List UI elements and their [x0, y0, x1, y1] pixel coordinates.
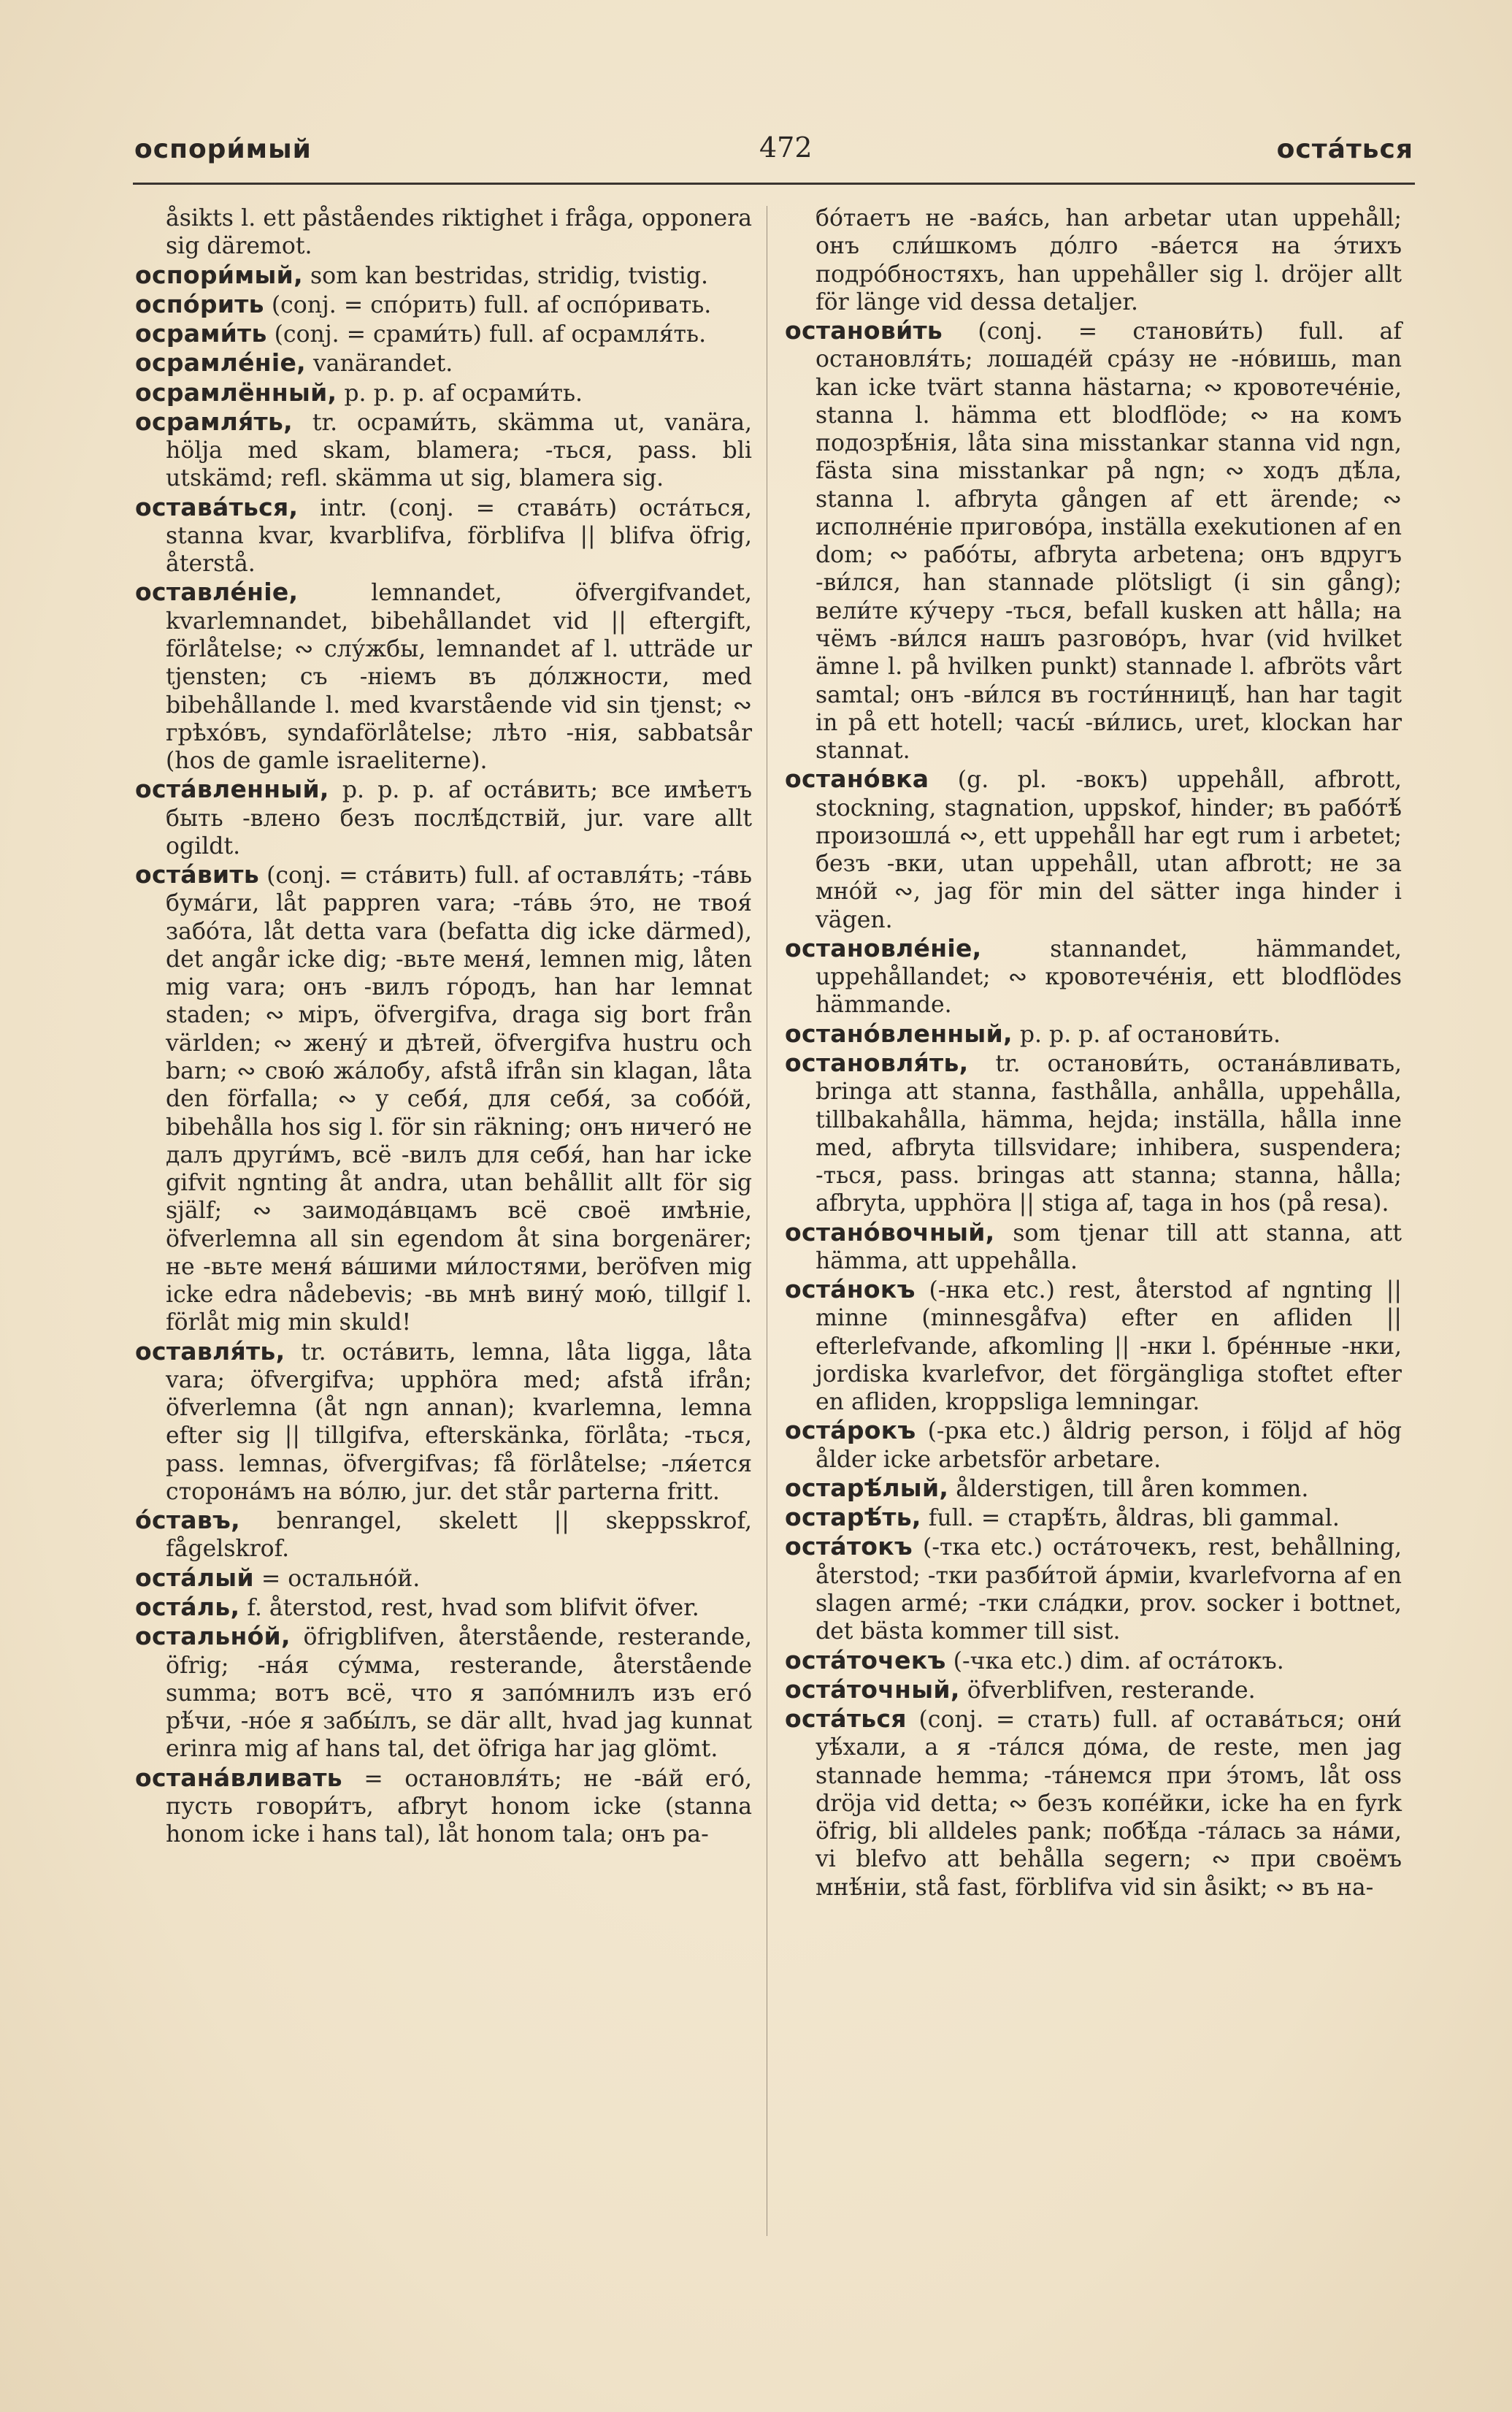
dictionary-entry: [785, 1416, 1402, 1474]
entry-definition: (-рка etc.) åldrig person, i följd af hög ålder icke arbetsför arbetare.: [816, 1418, 1402, 1473]
dictionary-entry: [135, 348, 752, 378]
dictionary-entry: [135, 1563, 752, 1593]
dictionary-entry: [135, 775, 752, 860]
dictionary-entry: [785, 1675, 1402, 1704]
entry-headword: оста́вить: [135, 860, 260, 889]
entry-headword: осрамля́ть,: [135, 407, 293, 436]
entry-definition: (-нка etc.) rest, återstod af ngnting || minne (minnesgåfva) efter en afliden || efterlefvande, afkomling || -нки l. бре́нные -нки, jordiska kvarlefvor, det förgängliga stoftet efter en afliden, kroppsliga lemningar.: [816, 1277, 1402, 1416]
entry-definition: (conj. = стать) full. af остава́ться; они́ уѣ́хали, а я -та́лся до́ма, de reste, men jag stannade hemma; -та́немся при э́томъ, låt oss dröja vid detta; ∾ безъ копе́йки, icke ha en fyrk öfrig, bli alldeles pank; побѣ́да -та́лась за на́ми, vi blefvo att behålla segern; ∾ при своёмъ мнѣ́ніи, stå fast, förblifva vid sin åsikt; ∾ въ на-: [816, 1707, 1402, 1901]
dictionary-entry: [785, 1019, 1402, 1049]
entry-headword: оставле́ніе,: [135, 578, 299, 607]
entry-definition: tr. осрами́ть, skämma ut, vanära, hölja med skam, blamera; -ться, pass. bli utskämd; refl. skämma ut sig, blamera sig.: [166, 409, 752, 492]
entry-definition: stannandet, hämmandet, uppehållandet; ∾ кровотече́нія, ett blodflödes hämmande.: [816, 935, 1402, 1019]
entry-headword: осрамлённый,: [135, 378, 337, 407]
entry-headword: о́ставъ,: [135, 1506, 240, 1535]
entry-definition: (conj. = ста́вить) full. af оставля́ть; -та́вь бума́ги, låt pappren vara; -та́вь э́то, не твоя́ забо́та, låt detta vara (befatta dig icke därmed), det angår icke dig; -вьте меня́, lemnen mig, låten mig vara; онъ -вилъ го́родъ, han har lemnat staden; ∾ міръ, öfvergifva, draga sig bort från världen; ∾ жену́ и дѣтей, öfvergifva hustru och barn; ∾ свою́ жа́лобу, afstå ifrån sin klagan, låta den förfalla; ∾ у себя́, для себя́, за собо́й, bibehålla hos sig l. för sin räkning; онъ ничего́ не далъ други́мъ, всё -вилъ для себя́, han har icke gifvit ngnting åt andra, utan behållit allt för sig själf; ∾ заимода́вцамъ всё своё имѣніе, öfverlemna all sin egendom åt sina borgenärer; не -вьте меня́ ва́шими ми́лостями, beröfven mig icke edra nådebevis; -вь мнѣ вину́ мою́, tillgif l. förlåt mig min skuld!: [166, 862, 752, 1336]
entry-headword: остава́ться,: [135, 492, 299, 521]
dictionary-entry: [135, 204, 752, 261]
dictionary-entry: [785, 1704, 1402, 1902]
entry-headword: оста́точный,: [785, 1674, 960, 1704]
entry-headword: останови́ть: [785, 316, 943, 345]
dictionary-entry: [135, 1622, 752, 1763]
dictionary-entry: [135, 378, 752, 407]
page-header: [131, 131, 1413, 175]
entry-headword: остально́й,: [135, 1622, 291, 1651]
entry-headword: оста́рокъ: [785, 1416, 916, 1445]
entry-definition: full. = старѣ́ть, åldras, bli gammal.: [921, 1505, 1340, 1532]
dictionary-entry: [135, 290, 752, 319]
entry-definition: vanärandet.: [305, 351, 453, 378]
entry-definition: intr. (conj. = става́ть) оста́ться, stanna kvar, kvarblifva, förblifva || blifva öfrig, återstå.: [166, 494, 752, 578]
entry-headword: оста́ться: [785, 1704, 907, 1734]
entry-headword: оста́вленный,: [135, 775, 329, 804]
entry-definition: benrangel, skelett || skeppsskrof, fågelskrof.: [166, 1508, 752, 1563]
dictionary-entry: [135, 578, 752, 775]
entry-definition: ålderstigen, till åren kommen.: [948, 1475, 1309, 1502]
entry-headword: остарѣ́лый,: [785, 1473, 949, 1502]
dictionary-entry: [135, 1764, 752, 1849]
entry-definition: tr. оста́вить, lemna, låta ligga, låta vara; öfvergifva; upphöra med; afstå ifrån; öfverlemna (åt ngn annan); kvarlemna, lemna efter sig || tillgifva, efterskänka, förlåta; -ться, pass. lemnas, öfvergifvas; få förlåtelse; -ля́ется сторона́мъ на во́лю, jur. det står parterna fritt.: [166, 1339, 752, 1505]
entry-headword: оста́лый: [135, 1563, 254, 1592]
entry-definition: бо́таетъ не -вая́сь, han arbetar utan uppehåll; онъ сли́шкомъ до́лго -ва́ется на э́тихъ подро́бностяхъ, han uppehåller sig l. dröjer allt för länge vid dessa detaljer.: [816, 205, 1402, 315]
entry-definition: tr. останови́ть, остана́вливать, bringa att stanna, fasthålla, anhålla, uppehålla, tillbakahålla, hämma, hejda; inställa, hålla inne med, afbryta tillsvidare; inhibera, suspendera; -ться, pass. bringas att stanna; stanna, hålla; afbryta, upphöra || stiga af, taga in hos (på resa).: [816, 1050, 1402, 1217]
dictionary-entry: [135, 1593, 752, 1622]
entry-headword: оста́точекъ: [785, 1645, 946, 1674]
page-number: 472: [759, 131, 813, 164]
dictionary-entry: [785, 1503, 1402, 1532]
entry-definition: (g. pl. -вокъ) uppehåll, afbrott, stockning, stagnation, uppskof, hinder; въ рабо́тѣ́ произошла́ ∾, ett uppehåll har egt rum i arbetet; безъ -вки, utan uppehåll, utan afbrott; не за мно́й ∾, jag för min del sätter inga hinder i vägen.: [816, 767, 1402, 933]
entry-headword: оста́токъ: [785, 1532, 913, 1561]
entry-headword: осрамле́ніе,: [135, 348, 306, 378]
entry-definition: (-чка etc.) dim. af оста́токъ.: [945, 1647, 1284, 1674]
entry-definition: som kan bestridas, stridig, tvistig.: [302, 262, 709, 289]
entry-definition: p. p. p. af осрами́ть.: [337, 380, 583, 407]
entry-headword: оспо́рить: [135, 289, 264, 318]
entry-headword: остано́вленный,: [785, 1019, 1013, 1048]
entry-definition: (-тка etc.) оста́точекъ, rest, behållning, återstod; -тки разби́той а́рміи, kvarlefvorna af en slagen armé; -тки сла́дки, prov. socker i bottnet, det bästa kommer till sist.: [816, 1534, 1402, 1645]
dictionary-entry: [785, 765, 1402, 934]
entry-definition: (conj. = станови́ть) full. af остановля́ть; лошаде́й сра́зу не -но́вишь, man kan icke tvärt stanna hästarna; ∾ кровотече́ніе, stanna l. hämma ett blodflöde; ∾ на комъ подозрѣ́нія, låta sina misstankar stanna vid ngn, fästa sina misstankar på ngn; ∾ ходъ дѣ́ла, stanna l. afbryta gången af ett ärende; ∾ исполне́ніе пригово́ра, inställa exekutionen af en dom; ∾ рабо́ты, afbryta arbetena; онъ вдругъ -ви́лся, han stannade plötsligt (i sin gång); вели́те ку́черу -ться, befall kusken att hålla; на чёмъ -ви́лся нашъ разгово́ръ, hvar (vid hvilket ämne l. på hvilken punkt) stannade l. afbröts vårt samtal; онъ -ви́лся въ гости́нницѣ́, han har tagit in på ett hotell; часы́ -ви́лись, uret, klockan har stannat.: [816, 318, 1402, 765]
header-right-word: оста́ться: [1276, 134, 1413, 164]
dictionary-entry: [785, 934, 1402, 1019]
entry-definition: lemnandet, öfvergifvandet, kvarlemnandet, bibehållandet vid || eftergift, förlåtelse; ∾ слу́жбы, lemnandet af l. utträde ur tjensten; съ -ніемъ въ до́лжности, med bibehållande l. med kvarstående vid sin tjenst; ∾ грѣхо́въ, syndaförlåtelse; лѣто -нія, sabbatsår (hos de gamle israeliterne).: [166, 580, 752, 775]
entry-headword: остановле́ніе,: [785, 933, 982, 962]
entry-headword: остановля́ть,: [785, 1048, 969, 1077]
entry-definition: p. p. p. af останови́ть.: [1012, 1021, 1281, 1048]
left-column: [135, 204, 752, 1848]
entry-headword: оста́нокъ: [785, 1275, 916, 1304]
dictionary-entry: [785, 1049, 1402, 1218]
dictionary-entry: [785, 1275, 1402, 1416]
entry-headword: остано́вка: [785, 765, 929, 794]
header-left-word: оспори́мый: [134, 134, 312, 164]
entry-definition: f. återstod, rest, hvad som blifvit öfver.: [239, 1595, 699, 1622]
entry-definition: = остановля́ть; не -ва́й его́, пусть говори́тъ, afbryt honom icke (stanna honom icke i hans tal), låt honom tala; онъ ра-: [166, 1765, 752, 1848]
entry-headword: оспори́мый,: [135, 260, 303, 289]
dictionary-entry: [785, 204, 1402, 316]
entry-headword: осрами́ть: [135, 319, 267, 348]
dictionary-entry: [135, 261, 752, 290]
entry-definition: öfverblifven, resterande.: [959, 1677, 1256, 1704]
right-column: [785, 204, 1402, 1902]
entry-definition: åsikts l. ett påståendes riktighet i fråga, opponera sig däremot.: [166, 205, 752, 260]
entry-headword: оставля́ть,: [135, 1336, 285, 1366]
entry-definition: = остально́й.: [253, 1565, 421, 1592]
dictionary-entry: [135, 860, 752, 1337]
dictionary-entry: [785, 1646, 1402, 1675]
entry-definition: öfrigblifven, återstående, resterande, öfrig; -на́я су́мма, resterande, återstående summa; вотъ всё, что я запо́мнилъ изъ его́ рѣ́чи, -но́е я забы́лъ, se där allt, hvad jag kunnat erinra mig af hans tal, det öfriga har jag glömt.: [166, 1624, 752, 1763]
entry-definition: som tjenar till att stanna, att hämma, att uppehålla.: [816, 1220, 1402, 1274]
entry-headword: остано́вочный,: [785, 1217, 995, 1247]
entry-definition: p. p. p. af оста́вить; все имѣетъ быть -влено безъ послѣ́дствій, jur. vare allt ogildt.: [166, 777, 752, 859]
dictionary-entry: [785, 1532, 1402, 1645]
entry-definition: (conj. = спо́рить) full. af оспо́ривать.: [264, 291, 712, 318]
dictionary-entry: [135, 1506, 752, 1563]
dictionary-entry: [785, 316, 1402, 765]
dictionary-entry: [135, 407, 752, 493]
dictionary-entry: [135, 1337, 752, 1506]
entry-headword: остарѣ́ть,: [785, 1503, 921, 1532]
dictionary-entry: [785, 1218, 1402, 1276]
dictionary-entry: [135, 493, 752, 578]
dictionary-entry: [785, 1474, 1402, 1503]
entry-definition: (conj. = срами́ть) full. af осрамля́ть.: [266, 321, 707, 348]
entry-headword: оста́ль,: [135, 1593, 240, 1622]
entry-headword: останáвливать: [135, 1763, 342, 1792]
dictionary-entry: [135, 319, 752, 348]
header-rule: [133, 183, 1415, 185]
